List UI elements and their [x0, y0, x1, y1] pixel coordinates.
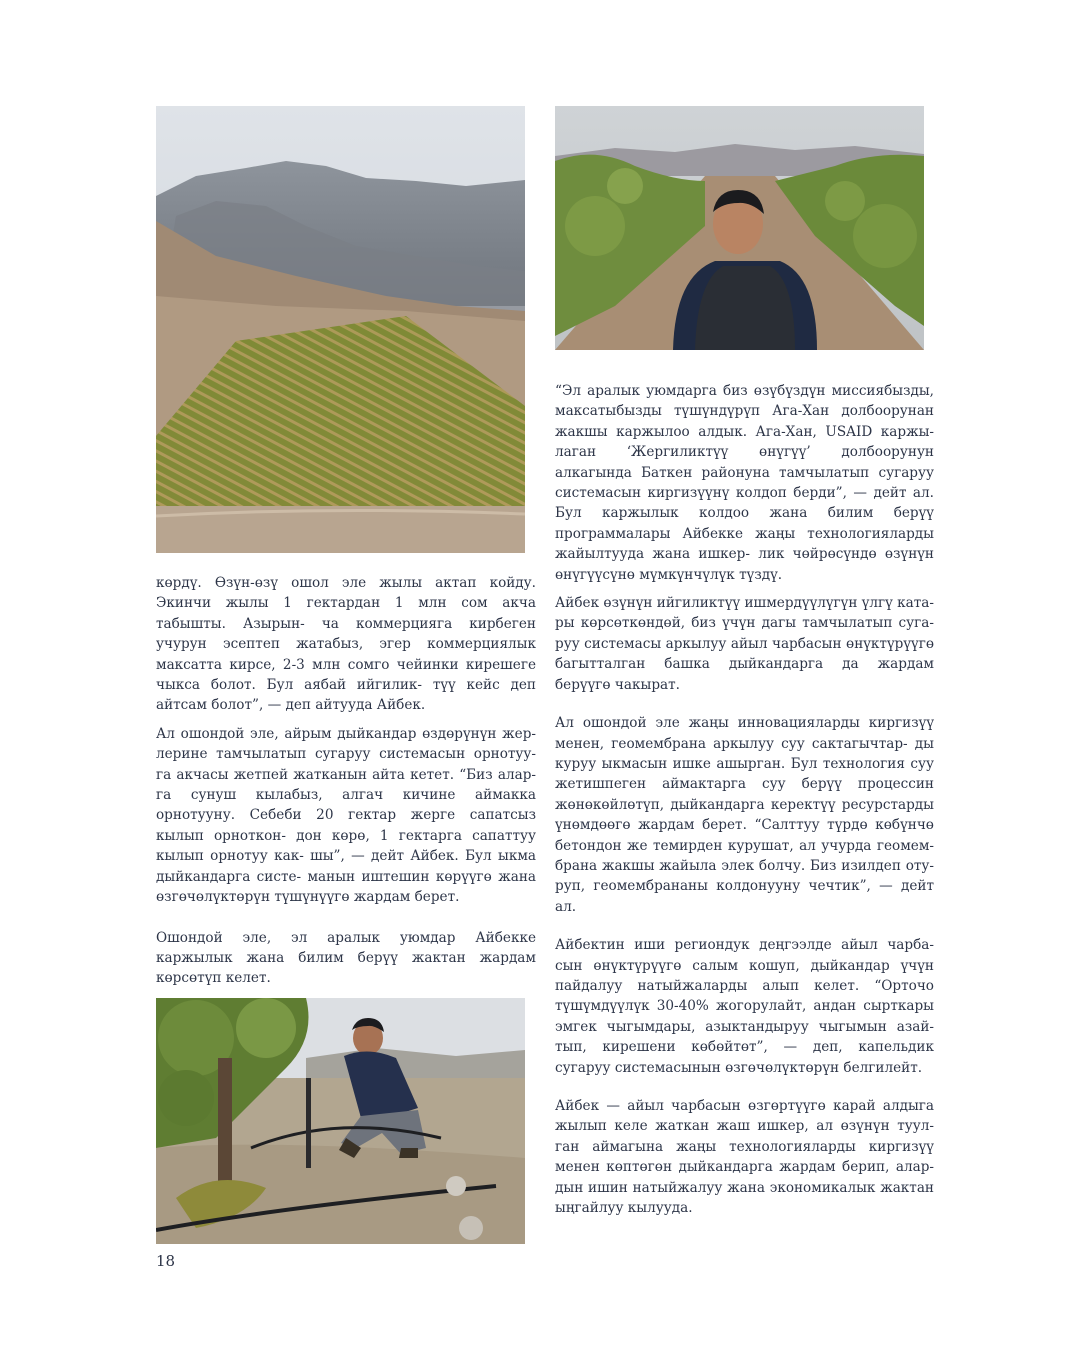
right-paragraph-4: Айбектин иши региондук деңгээлде айыл чарба- сын өнүктүрүүгө салым кошуп, дыйкандар үчүн пайдалуу натыйжаларды алып келет. “Орточо түшүмдүүлүк 30-40% жогорулайт, андан сырткары эмгек чыгымдары, азыктандыруу чыгымын азай- тып, кирешени көбөйтөт”, — деп, капельдик сугаруу системасынын өзгөчөлүктөрүн белгилейт.	[555, 937, 934, 1076]
left-paragraph-3: Ошондой эле, эл аралык уюмдар Айбекке каржылык жана билим берүү жактан жардам көрсөтүп келет.	[156, 929, 536, 987]
right-text-column	[555, 381, 934, 1218]
left-paragraph-1: көрдү. Өзүн-өзү ошол эле жылы актап койду. Экинчи жылы 1 гектардан 1 млн сом акча табышты. Азырын- ча коммерцияга кирбеген учурун эсептеп жатабыз, эгер коммерциялык максатта кирсе, 2-3 млн сомго чейинки кирешеге чыкса болот. Бул аябай ийгилик- түү кейс деп айтсам болот”, — деп айтууда Айбек.	[156, 575, 536, 714]
orchard-aerial-photo	[156, 106, 525, 553]
right-paragraph-1: “Эл аралык уюмдарга биз өзүбүздүн миссиябызды, максатыбызды түшүндүрүп Ага-Хан долбоорунан жакшы каржылоо алдык. Ага-Хан, USAID каржы- лаган ‘Жергиликтүү өнүгүү’ долбоорунун алкагында Баткен районуна тамчылатып сугаруу системасын киргизүүнү колдоп берди”, — дейт ал. Бул каржылык колдоо жана билим берүү программалары Айбекке жаңы технологияларды жайылтууда жана ишкер- лик чөйрөсүндө өзүнүн өнүгүүсүнө мүмкүнчүлүк түздү.	[555, 383, 934, 583]
farmer-portrait-photo	[555, 106, 924, 350]
right-paragraph-5: Айбек — айыл чарбасын өзгөртүүгө карай алдыга жылып келе жаткан жаш ишкер, ал өзүнүн туул- ган аймагына жаңы технологияларды киргизүү менен көптөгөн дыйкандарга жардам берип, алар- дын ишин натыйжалуу жана экономикалык жактан ыңгайлуу кылууда.	[555, 1098, 934, 1217]
right-paragraph-3: Ал ошондой эле жаңы инновацияларды киргизүү менен, геомембрана аркылуу суу сактагычтар- ды куруу ыкмасын ишке ашырган. Бул технология суу жетишпеген аймактарга суу берүү процессин жөнөкөйлөтүп, дыйкандарга керектүү ресурстарды үнөмдөөгө жардам берет. “Салттуу түрдө көбүнчө бетондон же темирден курушат, ал учурда геомем- брана жакшы жайыла элек болчу. Биз изилдеп оту- руп, геомембрананы колдонууну чечтик”, — дейт ал.	[555, 715, 934, 915]
left-text-column	[156, 573, 536, 989]
irrigation-pipe-photo	[156, 998, 525, 1244]
page-number: 18	[156, 1252, 176, 1270]
right-paragraph-2: Айбек өзүнүн ийгиликтүү ишмердүүлүгүн үлгү ката- ры көрсөткөндөй, биз үчүн дагы тамчылатып суга- руу системасы аркылуу айыл чарбасын өнүктүрүүгө багытталган башка дыйкандарга да жардам берүүгө чакырат.	[555, 595, 934, 693]
left-paragraph-2: Ал ошондой эле, айрым дыйкандар өздөрүнүн жер- лерине тамчылатып сугаруу системасын орнотуу- га акчасы жетпей жатканын айта кетет. “Биз алар- га сунуш кылабыз, алгач кичине аймакка орнотууну. Себеби 20 гектар жерге сапатсыз кылып орноткон- дон көрө, 1 гектарга сапаттуу кылып орнотуу как- шы”, — дейт Айбек. Бул ыкма дыйкандарга систе- манын иштешин көрүүгө жана өзгөчөлүктөрүн түшүнүүгө жардам берет.	[156, 725, 536, 906]
